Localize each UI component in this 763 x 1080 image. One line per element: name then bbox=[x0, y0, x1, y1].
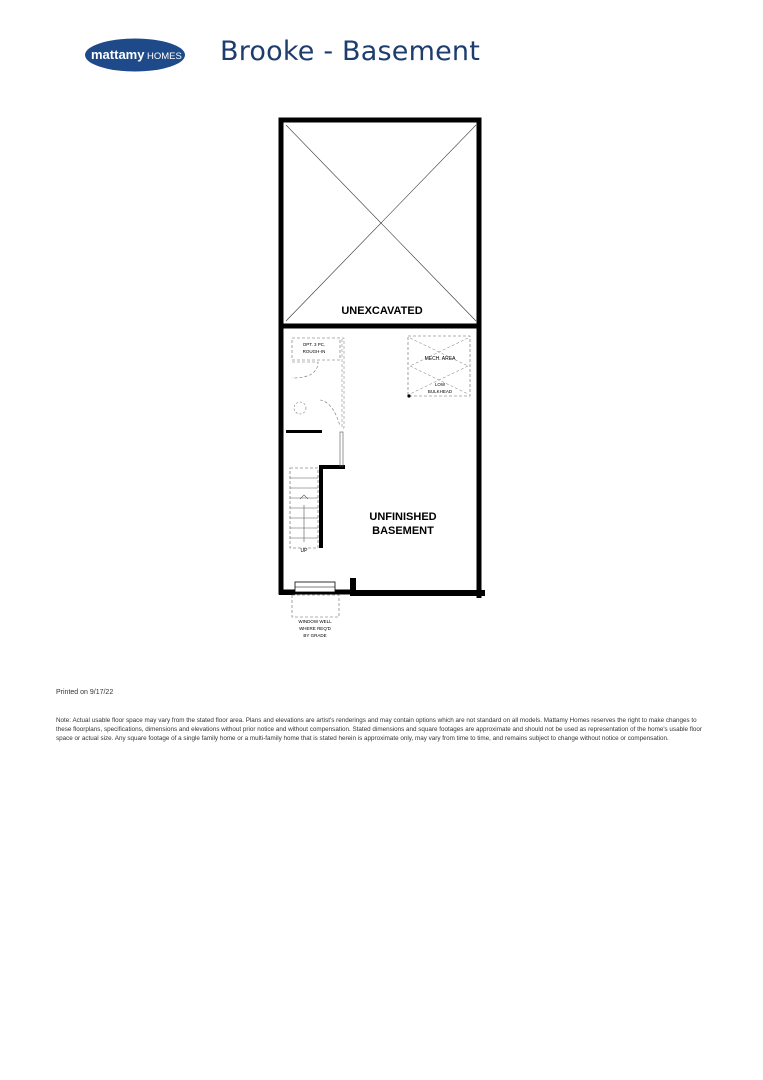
window-well-label-2: WHERE REQ'D bbox=[299, 626, 331, 631]
rough-in-dashed-wall bbox=[342, 338, 344, 428]
window-well-wall-corner bbox=[350, 578, 356, 596]
page-title: Brooke - Basement bbox=[220, 36, 481, 67]
door-swing-arc bbox=[320, 400, 340, 426]
stair-wall-top bbox=[322, 465, 345, 469]
basement-wall-south bbox=[350, 590, 485, 596]
rough-in-label-1: OPT. 3 PC. bbox=[302, 342, 326, 347]
disclaimer-note: Note: Actual usable floor space may vary from the stated floor area. Plans and elevations are artist's renderings and may contain options which are not standard on all models. Mattamy Homes reserves the right to make changes to these floorplans, specifications, dimensions and elevations without prior notice and without compensation. Stated dimensions and square footages are approximate and should not be used as representation of the home's usable floor space or actual size. Any square footage of a single family home or a multi-family home that is stated herein is approximate only, may vary from time to time, and remains subject to change without notice or compensation. bbox=[56, 717, 702, 742]
logo-text-bold: mattamy bbox=[91, 47, 145, 62]
stair-label: UP bbox=[300, 548, 308, 554]
stair-wall-side bbox=[319, 465, 323, 548]
unexcavated-label: UNEXCAVATED bbox=[341, 305, 423, 317]
printed-date: Printed on 9/17/22 bbox=[56, 689, 114, 696]
mattamy-homes-logo bbox=[84, 37, 186, 73]
rough-in-label-2: ROUGH-IN bbox=[302, 349, 326, 354]
partition-dashed-post bbox=[340, 432, 343, 466]
mech-area-label: MECH. AREA bbox=[424, 356, 456, 362]
unfinished-label-2: BASEMENT bbox=[372, 525, 434, 537]
basement-floor-plan bbox=[270, 110, 500, 655]
partition-wall-horizontal bbox=[286, 430, 322, 433]
logo-text-light: HOMES bbox=[147, 51, 182, 62]
bathtub-outline bbox=[292, 362, 318, 378]
wall-south-west-stub bbox=[279, 590, 295, 595]
window-well-label-3: BY GRADE bbox=[303, 633, 327, 638]
window-well-label-1: WINDOW WELL bbox=[298, 619, 332, 624]
mech-area-zone bbox=[408, 336, 470, 396]
unfinished-label-1: UNFINISHED bbox=[369, 511, 437, 523]
window-well-outline bbox=[292, 595, 339, 617]
low-bulkhead-label-2: BULKHEAD bbox=[427, 389, 453, 394]
stair-arrow-icon bbox=[300, 495, 308, 499]
low-bulkhead-label-1: LOW bbox=[434, 382, 446, 387]
stairs bbox=[290, 468, 318, 548]
toilet-outline bbox=[294, 402, 306, 414]
mech-corner-dot bbox=[407, 394, 410, 397]
